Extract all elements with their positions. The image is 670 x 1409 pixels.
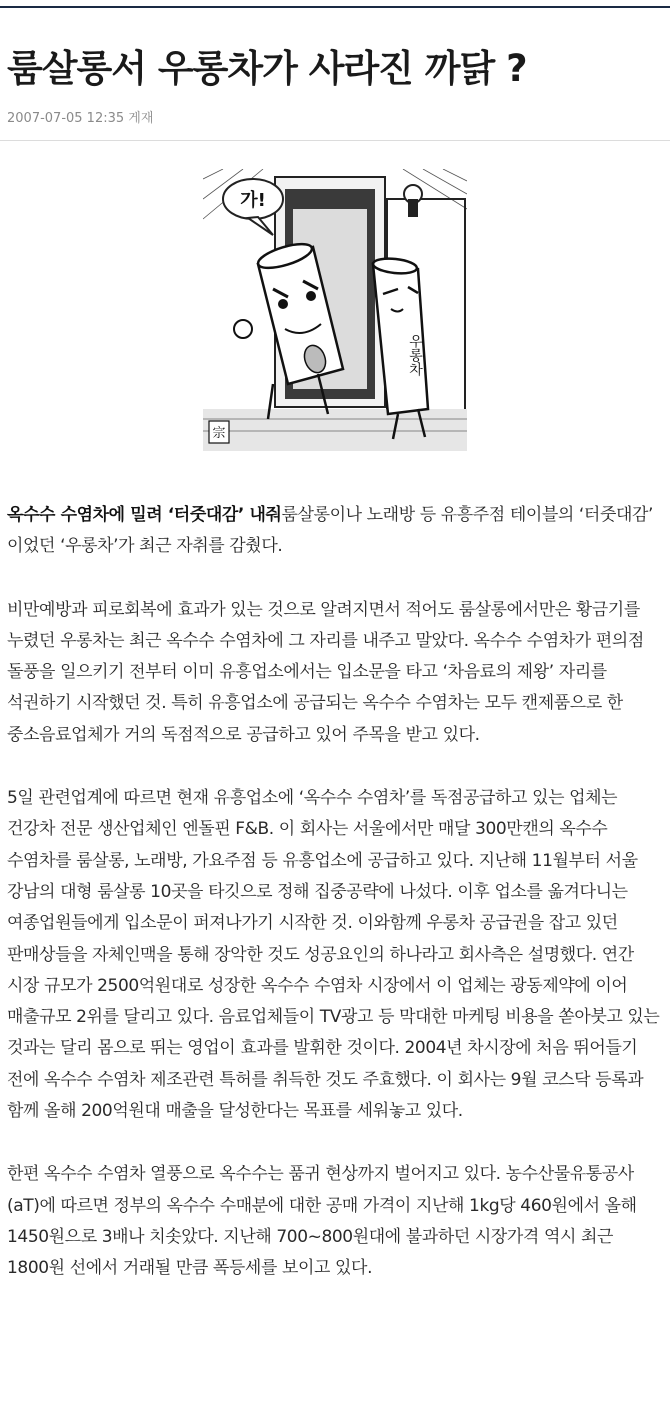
paragraph-text: 룸살롱이나 노래방 등 유흥주점 테이블의 ‘터줏대감’ 이었던 ‘우롱차’가 최근 자취를 감췄다. — [7, 505, 654, 557]
article-date-suffix: 게재 — [128, 111, 154, 126]
paragraph: 5일 관련업계에 따르면 현재 유흥업소에 ‘옥수수 수염차’를 독점공급하고 있는 업체는 건강차 전문 생산업체인 엔돌핀 F&B. 이 회사는 서울에서만 매달 300만캔의 옥수수 수염차를 룸살롱, 노래방, 가요주점 등 유흥업소에 공급하고 있다. 지난해 11월부터 서울 강남의 대형 룸살롱 10곳을 타깃으로 정해 집중공략에 나섰다. 이후 업소를 옮겨다니는 여종업원들에게 입소문이 퍼져나가기 시작한 것. 이와함께 우롱차 공급권을 잡고 있던 판매상들을 자체인맥을 통해 장악한 것도 성공요인의 하나라고 회사측은 설명했다. 연간 시장 규모가 2500억원대로 성장한 옥수수 수염차 시장에서 이 업체는 광동제약에 이어 매출규모 2위를 달리고 있다. 음료업체들이 TV광고 등 막대한 마케팅 비용을 쏟아붓고 있는 것과는 달리 몸으로 뛰는 영업이 효과를 발휘한 것이다. 2004년 차시장에 처음 뛰어들기 전에 옥수수 수염차 제조관련 특허를 취득한 것도 주효했다. 이 회사는 9월 코스닥 등록과 함께 올해 200억원대 매출을 달성한다는 목표를 세워놓고 있다. — [7, 788, 660, 1122]
paragraph: 한편 옥수수 수염차 열풍으로 옥수수는 품귀 현상까지 벌어지고 있다. 농수산물유통공사(aT)에 따르면 정부의 옥수수 수매분에 대한 공매 가격이 지난해 1kg당 460원에서 올해 1450원으로 3배나 치솟았다. 지난해 700~800원대에 불과하던 시장가격 역시 최근 1800원 선에서 거래될 만큼 폭등세를 보이고 있다. — [7, 1164, 637, 1279]
can-label: 우롱차 — [407, 334, 423, 376]
cartoon-illustration — [203, 169, 467, 451]
article-dateline — [7, 107, 153, 126]
paragraph: 비만예방과 피로회복에 효과가 있는 것으로 알려지면서 적어도 룸살롱에서만은 황금기를 누렸던 우롱차는 최근 옥수수 수염차에 그 자리를 내주고 말았다. 옥수수 수염차가 편의점 돌풍을 일으키기 전부터 이미 유흥업소에서는 입소문을 타고 ‘차음료의 제왕’ 자리를 석권하기 시작했던 것. 특히 유흥업소에 공급되는 옥수수 수염차는 모두 캔제품으로 한 중소음료업체가 거의 독점적으로 공급하고 있어 주목을 받고 있다. — [7, 599, 644, 745]
top-rule — [0, 6, 670, 8]
illustrator-signature: 宗 — [212, 426, 226, 441]
paragraph-lead — [7, 500, 662, 563]
article-title: 룸살롱서 우롱차가 사라진 까닭 ? — [7, 47, 527, 90]
article-illustration — [203, 169, 467, 451]
article-date: 2007-07-05 12:35 — [7, 111, 125, 126]
header-divider — [0, 140, 670, 141]
lead-headline: 옥수수 수염차에 밀려 ‘터줏대감’ 내줘 — [7, 505, 282, 525]
article-body — [7, 500, 662, 1317]
speech-bubble-text: 가! — [240, 190, 266, 211]
